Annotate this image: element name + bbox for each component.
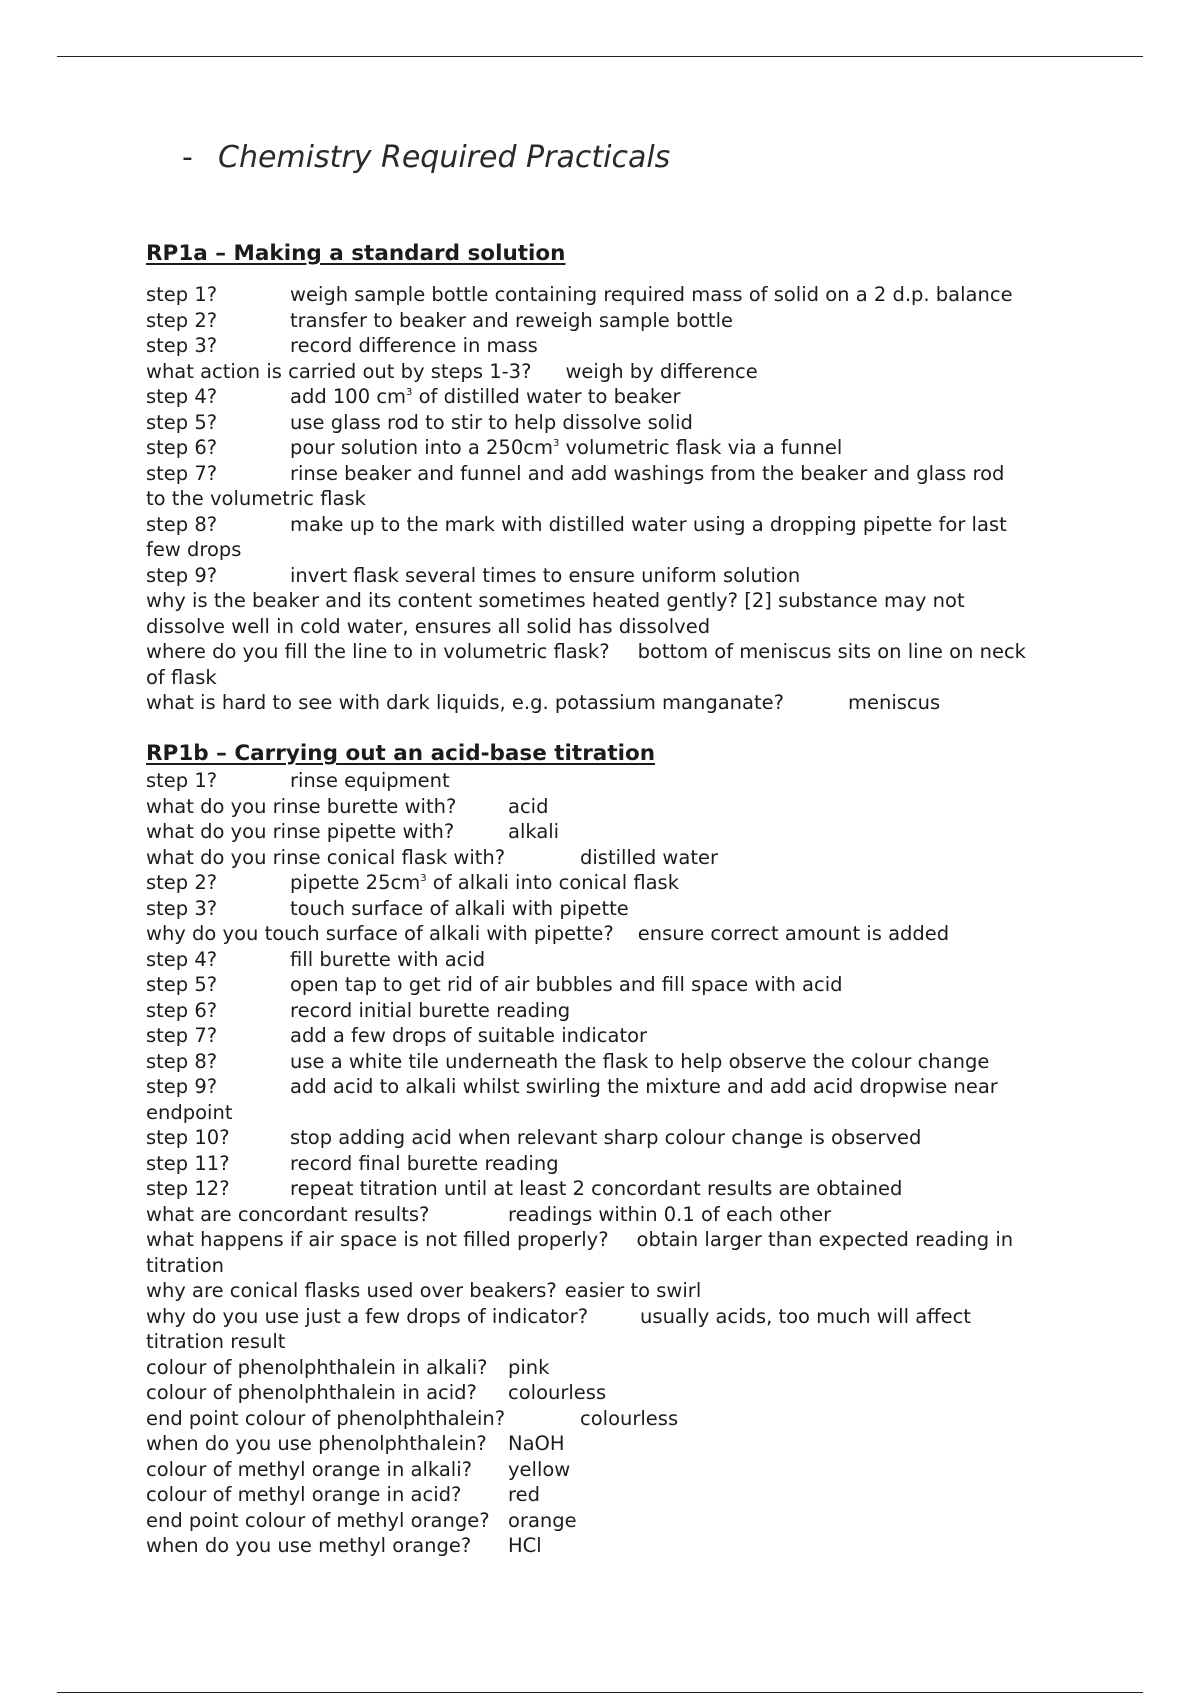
list-item: what do you rinse burette with? acid (146, 794, 549, 818)
page-title (182, 140, 670, 175)
list-item: step 10? stop adding acid when relevant sharp colour change is observed (146, 1126, 922, 1149)
list-item: what do you rinse pipette with? alkali (146, 820, 560, 843)
list-item: what action is carried out by steps 1-3? weigh by difference (146, 359, 758, 383)
title-dash: - (182, 140, 193, 175)
list-item: step 2? transfer to beaker and reweigh sample bottle (146, 308, 733, 332)
list-item: step 11? record final burette reading (146, 1151, 559, 1175)
top-rule (57, 56, 1143, 57)
list-item: what are concordant results? readings within 0.1 of each other (146, 1202, 832, 1226)
list-item: step 7? rinse beaker and funnel and add washings from the beaker and glass rod (146, 461, 1005, 485)
list-item: step 6? record initial burette reading (146, 998, 571, 1022)
list-item: what do you rinse conical flask with? distilled water (146, 845, 718, 869)
list-item: step 2? pipette $25cm^3$ of alkali into conical flask (146, 871, 680, 894)
list-item: end point colour of phenolphthalein? colourless (146, 1406, 679, 1430)
list-item: few drops (146, 538, 242, 561)
list-item: step 8? make up to the mark with distilled water using a dropping pipette for last (146, 512, 1007, 536)
list-item: titration result (146, 1330, 286, 1353)
list-item: step 3? record difference in mass (146, 334, 538, 357)
list-item: step 9? invert flask several times to ensure uniform solution (146, 563, 801, 587)
list-item: step 8? use a white tile underneath the flask to help observe the colour change (146, 1049, 990, 1073)
list-item: endpoint (146, 1100, 233, 1124)
list-item: step 7? add a few drops of suitable indicator (146, 1024, 648, 1047)
list-item: step 9? add acid to alkali whilst swirling the mixture and add acid dropwise near (146, 1075, 998, 1098)
list-item: colour of phenolphthalein in acid? colourless (146, 1381, 607, 1404)
list-item: step 5? open tap to get rid of air bubbles and fill space with acid (146, 973, 843, 996)
list-item: dissolve well in cold water, ensures all solid has dissolved (146, 614, 711, 638)
list-item: when do you use phenolphthalein? NaOH (146, 1432, 565, 1455)
list-item: when do you use methyl orange? HCl (146, 1534, 542, 1557)
list-item: step 5? use glass rod to stir to help dissolve solid (146, 410, 693, 434)
list-item: step 1? rinse equipment (146, 769, 450, 792)
list-item: colour of methyl orange in alkali? yellow (146, 1457, 571, 1481)
list-item: titration (146, 1253, 225, 1277)
rp1b-heading: RP1b – Carrying out an acid-base titration (146, 741, 656, 766)
list-item: what is hard to see with dark liquids, e.g. potassium manganate? meniscus (146, 691, 941, 714)
list-item: why are conical flasks used over beakers? easier to swirl (146, 1279, 702, 1302)
list-item: step 12? repeat titration until at least 2 concordant results are obtained (146, 1177, 903, 1200)
list-item: why do you use just a few drops of indicator? usually acids, too much will affect (146, 1304, 971, 1328)
list-item: why is the beaker and its content sometimes heated gently? [2] substance may not (146, 589, 965, 612)
title-text: Chemistry Required Practicals (218, 140, 671, 175)
list-item: colour of methyl orange in acid? red (146, 1483, 540, 1506)
list-item: what happens if air space is not filled properly? obtain larger than expected reading in (146, 1228, 1014, 1251)
list-item: step 4? fill burette with acid (146, 947, 486, 971)
list-item: colour of phenolphthalein in alkali? pink (146, 1355, 550, 1379)
list-item: why do you touch surface of alkali with pipette? ensure correct amount is added (146, 922, 950, 945)
section-rp1b (146, 740, 1076, 1559)
list-item: to the volumetric flask (146, 487, 366, 510)
rp1a-heading: RP1a – Making a standard solution (146, 241, 566, 266)
list-item: step 4? add 100 $cm^3$ of distilled water to beaker (146, 385, 681, 408)
list-item: step 3? touch surface of alkali with pipette (146, 896, 629, 920)
bottom-rule (57, 1692, 1143, 1693)
list-item: end point colour of methyl orange? orange (146, 1508, 577, 1532)
list-item: step 6? pour solution into a $250cm^3$ volumetric flask via a funnel (146, 436, 843, 459)
list-item: of flask (146, 665, 217, 689)
list-item: where do you fill the line to in volumetric flask? bottom of meniscus sits on line on neck (146, 640, 1026, 663)
section-rp1a (146, 240, 1076, 716)
list-item: step 1? weigh sample bottle containing required mass of solid on a 2 d.p. balance (146, 283, 1013, 306)
